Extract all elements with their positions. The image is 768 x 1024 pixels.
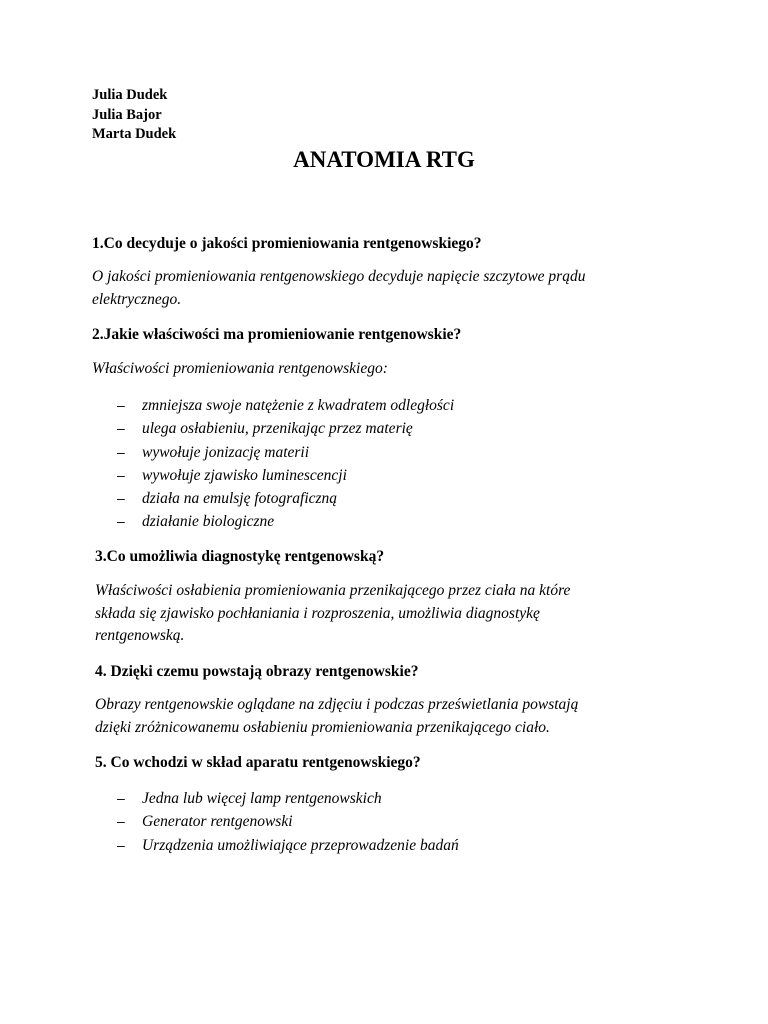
dash-bullet-icon: –	[117, 490, 125, 507]
list-item-text: działanie biologiczne	[142, 513, 275, 531]
dash-bullet-icon: –	[117, 513, 125, 530]
list-item-text: ulega osłabieniu, przenikając przez materię	[142, 420, 413, 438]
list-item	[117, 487, 454, 510]
question-1: 1.Co decyduje o jakości promieniowania rentgenowskiego?	[92, 235, 482, 252]
list-item	[117, 810, 459, 833]
list-item	[117, 834, 459, 857]
answer-line: dzięki zróżnicowanemu osłabieniu promieniowania przenikającego ciało.	[95, 718, 550, 736]
dash-bullet-icon: –	[117, 443, 125, 460]
apparatus-list	[117, 787, 459, 857]
answer-4	[95, 694, 715, 739]
answer-3	[95, 580, 695, 648]
properties-list	[117, 394, 454, 534]
document-title: ANATOMIA RTG	[293, 147, 475, 172]
answer-1	[92, 266, 692, 311]
question-2: 2.Jakie właściwości ma promieniowanie rentgenowskie?	[92, 326, 462, 343]
list-item	[117, 787, 459, 810]
question-4: 4. Dzięki czemu powstają obrazy rentgenowskie?	[95, 663, 419, 680]
list-item	[117, 417, 454, 440]
answer-line: rentgenowską.	[95, 627, 185, 644]
author-list	[92, 86, 176, 145]
list-item	[117, 464, 454, 487]
list-item-text: Urządzenia umożliwiające przeprowadzenie badań	[142, 836, 459, 854]
list-item-text: Jedna lub więcej lamp rentgenowskich	[142, 790, 382, 807]
author-name: Marta Dudek	[92, 126, 177, 142]
dash-bullet-icon: –	[117, 420, 125, 437]
list-item-text: wywołuje jonizację materii	[142, 443, 310, 461]
answer-line: elektrycznego.	[92, 290, 182, 308]
list-item	[117, 441, 454, 464]
list-item-text: Generator rentgenowski	[142, 813, 293, 831]
question-3: 3.Co umożliwia diagnostykę rentgenowską?	[95, 548, 385, 565]
list-item	[117, 394, 454, 417]
question-5: 5. Co wchodzi w skład aparatu rentgenowskiego?	[95, 754, 421, 771]
dash-bullet-icon: –	[117, 397, 125, 413]
answer-line: O jakości promieniowania rentgenowskiego decyduje napięcie szczytowe prądu	[92, 268, 586, 285]
author-name: Julia Bajor	[92, 106, 162, 123]
dash-bullet-icon: –	[117, 790, 125, 806]
dash-bullet-icon: –	[117, 466, 125, 483]
answer-line: Obrazy rentgenowskie oglądane na zdjęciu i podczas prześwietlania powstają	[95, 696, 579, 713]
answer-line: składa się zjawisko pochłaniania i rozproszenia, umożliwia diagnostykę	[95, 604, 540, 622]
list-item-text: działa na emulsję fotograficzną	[142, 490, 338, 508]
answer-line: Właściwości osłabienia promieniowania przenikającego przez ciała na które	[95, 582, 571, 599]
dash-bullet-icon: –	[117, 813, 125, 830]
dash-bullet-icon: –	[117, 836, 125, 853]
list-item-text: zmniejsza swoje natężenie z kwadratem odległości	[142, 397, 455, 414]
answer-2: Właściwości promieniowania rentgenowskiego:	[92, 360, 388, 377]
list-item-text: wywołuje zjawisko luminescencji	[142, 466, 347, 484]
author-name: Julia Dudek	[92, 87, 168, 103]
list-item	[117, 510, 454, 533]
